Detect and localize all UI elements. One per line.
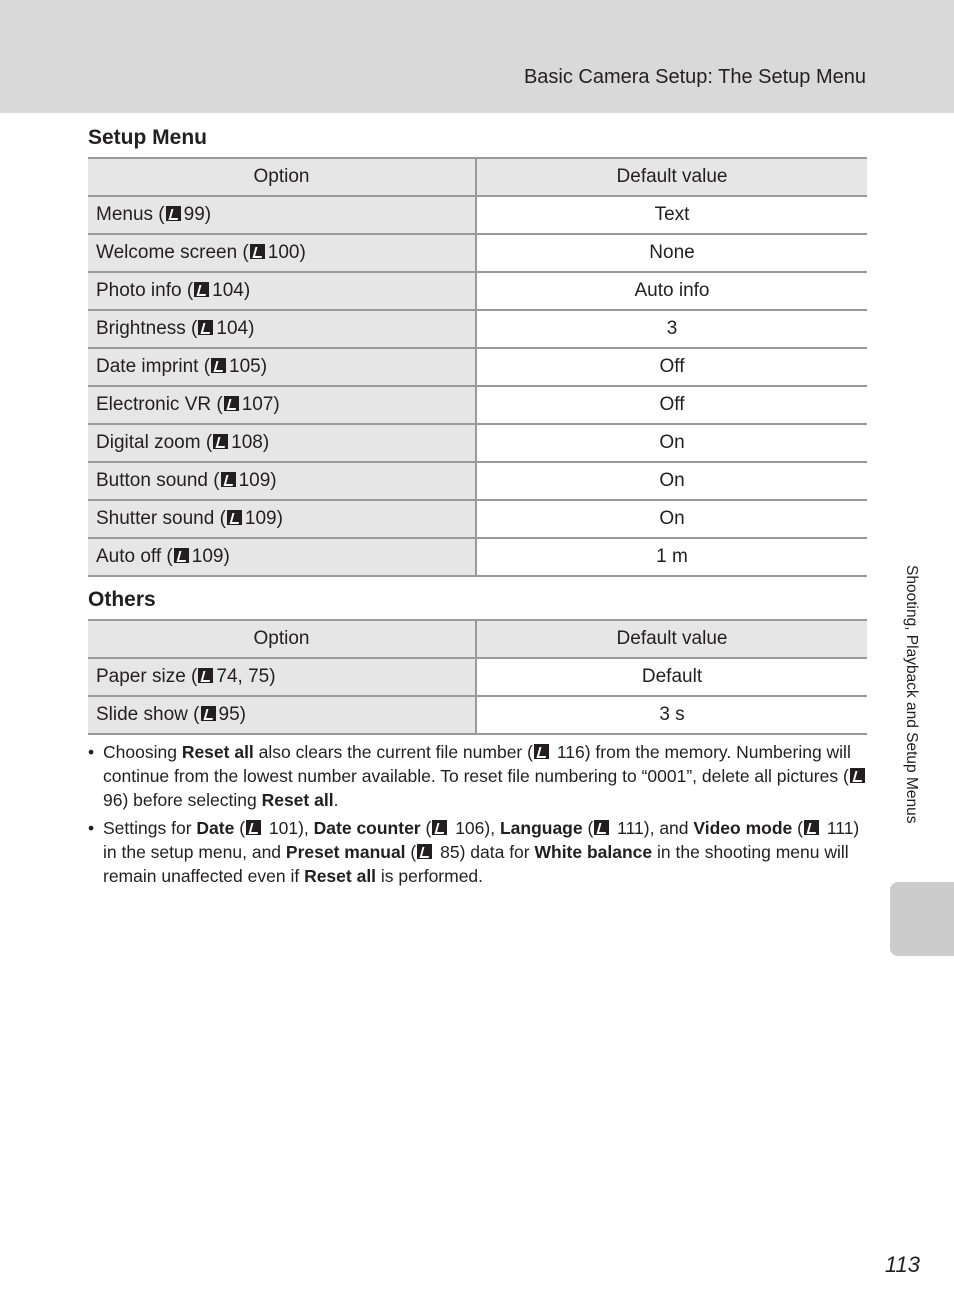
reference-mark-icon bbox=[194, 282, 209, 297]
table-row bbox=[88, 538, 867, 576]
table-row bbox=[88, 234, 867, 272]
reference-mark-icon bbox=[417, 844, 432, 859]
note-bold-term: Language bbox=[499, 818, 583, 838]
table-row bbox=[88, 500, 867, 538]
note-text: . bbox=[333, 790, 339, 810]
option-cell bbox=[88, 696, 476, 734]
option-cell bbox=[88, 196, 476, 234]
note-reset-all-file-number bbox=[88, 740, 870, 812]
setup-menu-heading: Setup Menu bbox=[88, 126, 207, 149]
note-text: is performed. bbox=[376, 866, 484, 886]
option-label: Brightness ( bbox=[96, 318, 198, 339]
option-label: Date imprint ( bbox=[96, 356, 211, 377]
option-cell bbox=[88, 424, 476, 462]
option-cell bbox=[88, 272, 476, 310]
chapter-thumb-tab bbox=[890, 882, 954, 956]
table-row bbox=[88, 658, 867, 696]
page-reference: 108) bbox=[231, 432, 270, 453]
page-reference: 104) bbox=[216, 318, 255, 339]
table-row bbox=[88, 696, 867, 734]
page-number: 113 bbox=[884, 1252, 920, 1277]
option-cell bbox=[88, 386, 476, 424]
header-band bbox=[0, 0, 954, 113]
reference-mark-icon bbox=[224, 396, 239, 411]
reference-mark-icon bbox=[211, 358, 226, 373]
default-value-cell: On bbox=[476, 424, 867, 462]
option-cell bbox=[88, 658, 476, 696]
option-label: Welcome screen ( bbox=[96, 242, 249, 263]
default-value-cell: On bbox=[476, 462, 867, 500]
note-text: 106), bbox=[450, 818, 500, 838]
reference-mark-icon bbox=[246, 820, 261, 835]
reference-mark-icon bbox=[850, 768, 865, 783]
others-table bbox=[88, 619, 867, 735]
page-reference: 95) bbox=[218, 704, 246, 725]
table-header-row bbox=[88, 620, 867, 658]
note-text: 116) from the memory. Numbering will continue from the lowest number available. To reset file numbering to “0001”, delete all pictures ( bbox=[103, 742, 851, 786]
note-bold-term: Preset manual bbox=[285, 842, 406, 862]
default-value-cell: 3 s bbox=[476, 696, 867, 734]
note-bold-term: Reset all bbox=[181, 742, 254, 762]
reference-mark-icon bbox=[250, 244, 265, 259]
option-cell bbox=[88, 234, 476, 272]
reference-mark-icon bbox=[594, 820, 609, 835]
page-reference: 109) bbox=[238, 470, 277, 491]
page-reference: 99) bbox=[183, 204, 212, 225]
table-row bbox=[88, 272, 867, 310]
option-label: Menus ( bbox=[96, 204, 165, 225]
default-value-cell: 1 m bbox=[476, 538, 867, 576]
default-value-cell: Default bbox=[476, 658, 867, 696]
note-text: 111) in the setup menu, and bbox=[103, 818, 860, 862]
bullet: • bbox=[88, 742, 95, 762]
table-row bbox=[88, 462, 867, 500]
page-reference: 109) bbox=[244, 508, 283, 529]
reference-mark-icon bbox=[804, 820, 819, 835]
note-text: ( bbox=[234, 818, 246, 838]
table-header-row bbox=[88, 158, 867, 196]
page-reference: 107) bbox=[241, 394, 280, 415]
bullet: • bbox=[88, 818, 95, 838]
others-heading: Others bbox=[88, 588, 156, 611]
page-reference: 74, 75) bbox=[216, 666, 276, 687]
note-bold-term: Date counter bbox=[313, 818, 421, 838]
reference-mark-icon bbox=[198, 668, 213, 683]
reference-mark-icon bbox=[227, 510, 242, 525]
option-cell bbox=[88, 538, 476, 576]
note-settings-unaffected bbox=[88, 816, 870, 888]
note-text: 96) before selecting bbox=[103, 790, 262, 810]
default-value-cell: Off bbox=[476, 348, 867, 386]
reference-mark-icon bbox=[166, 206, 181, 221]
note-bold-term: Reset all bbox=[261, 790, 334, 810]
note-text: 101), bbox=[264, 818, 314, 838]
table-row bbox=[88, 310, 867, 348]
column-header-default-value: Default value bbox=[476, 620, 867, 658]
note-text: 85) data for bbox=[435, 842, 535, 862]
column-header-option: Option bbox=[88, 158, 476, 196]
page-header-title: Basic Camera Setup: The Setup Menu bbox=[523, 66, 866, 88]
page-reference: 109) bbox=[191, 546, 230, 567]
note-text: ( bbox=[792, 818, 803, 838]
note-bold-term: Video mode bbox=[693, 818, 793, 838]
reference-mark-icon bbox=[213, 434, 228, 449]
page-reference: 105) bbox=[229, 356, 268, 377]
page-reference: 104) bbox=[212, 280, 251, 301]
chapter-side-label: Shooting, Playback and Setup Menus bbox=[903, 565, 920, 824]
table-row bbox=[88, 348, 867, 386]
table-row bbox=[88, 424, 867, 462]
option-label: Paper size ( bbox=[96, 666, 198, 687]
default-value-cell: On bbox=[476, 500, 867, 538]
note-text: in the shooting menu will remain unaffected even if bbox=[103, 842, 849, 886]
default-value-cell: Text bbox=[476, 196, 867, 234]
note-bold-term: White balance bbox=[534, 842, 653, 862]
column-header-default-value: Default value bbox=[476, 158, 867, 196]
default-value-cell: Off bbox=[476, 386, 867, 424]
option-cell bbox=[88, 348, 476, 386]
option-cell bbox=[88, 310, 476, 348]
reference-mark-icon bbox=[534, 744, 549, 759]
reference-mark-icon bbox=[201, 706, 216, 721]
option-label: Electronic VR ( bbox=[96, 394, 223, 415]
note-text: also clears the current file number ( bbox=[253, 742, 533, 762]
table-row bbox=[88, 386, 867, 424]
note-bold-term: Reset all bbox=[304, 866, 377, 886]
option-label: Photo info ( bbox=[96, 280, 194, 301]
option-label: Slide show ( bbox=[96, 704, 200, 725]
default-value-cell: 3 bbox=[476, 310, 867, 348]
option-label: Auto off ( bbox=[96, 546, 173, 567]
reference-mark-icon bbox=[432, 820, 447, 835]
option-label: Digital zoom ( bbox=[96, 432, 213, 453]
reference-mark-icon bbox=[198, 320, 213, 335]
default-value-cell: None bbox=[476, 234, 867, 272]
table-row bbox=[88, 196, 867, 234]
notes bbox=[88, 740, 870, 892]
option-cell bbox=[88, 500, 476, 538]
note-text: 111), and bbox=[612, 818, 694, 838]
note-text: ( bbox=[420, 818, 432, 838]
reference-mark-icon bbox=[174, 548, 189, 563]
column-header-option: Option bbox=[88, 620, 476, 658]
reference-mark-icon bbox=[221, 472, 236, 487]
note-text: Settings for bbox=[103, 818, 197, 838]
note-bold-term: Date bbox=[196, 818, 235, 838]
note-text: ( bbox=[405, 842, 417, 862]
option-label: Shutter sound ( bbox=[96, 508, 226, 529]
setup-menu-table bbox=[88, 157, 867, 577]
note-text: Choosing bbox=[103, 742, 182, 762]
page-reference: 100) bbox=[267, 242, 306, 263]
option-cell bbox=[88, 462, 476, 500]
note-text: ( bbox=[582, 818, 594, 838]
option-label: Button sound ( bbox=[96, 470, 220, 491]
default-value-cell: Auto info bbox=[476, 272, 867, 310]
